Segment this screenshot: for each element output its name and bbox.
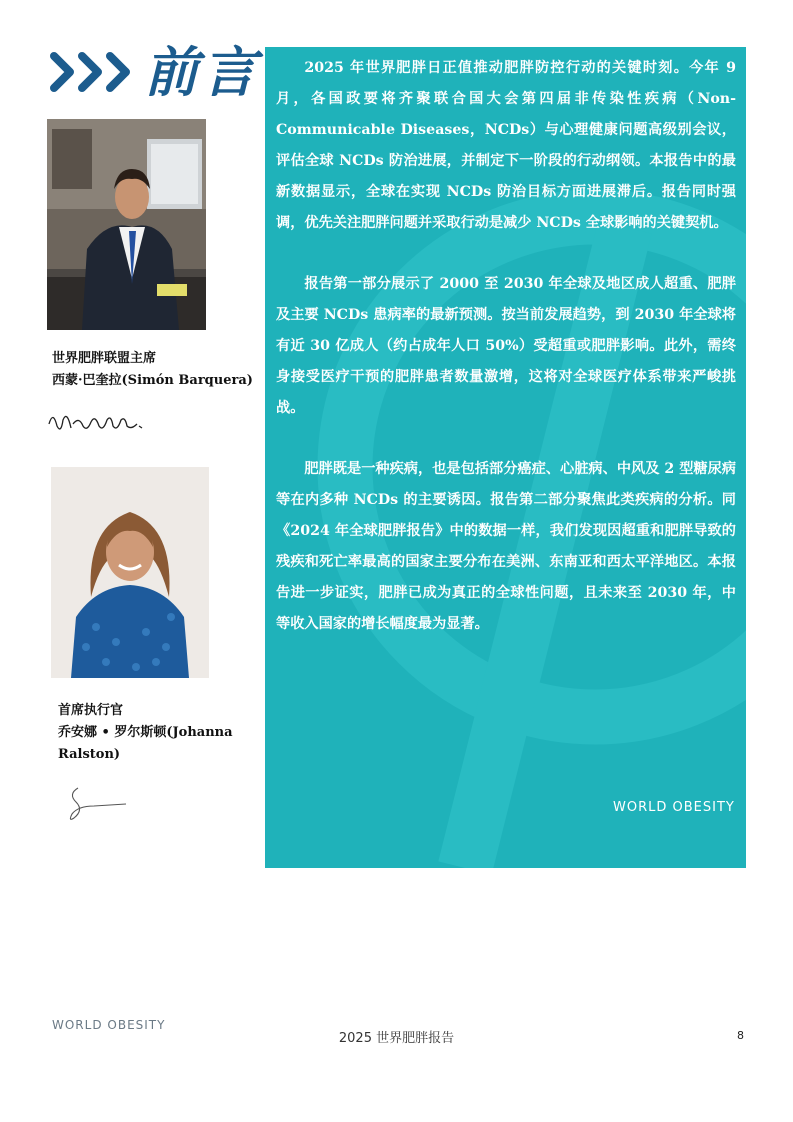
person-caption-barquera — [52, 348, 262, 392]
signature-ralston — [64, 784, 134, 828]
foreword-paragraph: 报告第一部分展示了 2000 至 2030 年全球及地区成人超重、肥胖及主要 NCDs 患病率的最新预测。按当前发展趋势，到 2030 年全球将有近 30 亿成人（约占成年人口 50%）受超重或肥胖影响。此外，需终身接受医疗干预的肥胖患者数量激增，这将对全球医疗体系带来严峻挑战。 — [276, 276, 736, 416]
footer-report-title: 2025 世界肥胖报告 — [338, 1031, 455, 1046]
foreword-panel — [265, 47, 746, 868]
footer-world-obesity-logo: WORLD OBESITY — [52, 1018, 166, 1032]
chevron-right-icon — [50, 50, 138, 94]
signature-barquera — [47, 406, 147, 442]
page-title: 前言 — [144, 40, 260, 104]
person-role: 首席执行官 — [58, 703, 124, 718]
foreword-text — [276, 53, 736, 670]
page-number: 8 — [737, 1029, 744, 1042]
person-name: 乔安娜 • 罗尔斯顿(Johanna Ralston) — [58, 725, 233, 762]
person-caption-ralston — [58, 700, 258, 766]
foreword-paragraph: 2025 年世界肥胖日正值推动肥胖防控行动的关键时刻。今年 9 月，各国政要将齐聚联合国大会第四届非传染性疾病（Non-Communicable Diseases，NCDs）与心理健康问题高级别会议，评估全球 NCDs 防治进展，并制定下一阶段的行动纲领。本报告中的最新数据显示，全球在实现 NCDs 防治目标方面进展滞后。报告同时强调，优先关注肥胖问题并采取行动是减少 NCDs 全球影响的关键契机。 — [276, 60, 736, 231]
page-header — [50, 42, 260, 102]
foreword-paragraph: 肥胖既是一种疾病，也是包括部分癌症、心脏病、中风及 2 型糖尿病等在内多种 NCDs 的主要诱因。报告第二部分聚焦此类疾病的分析。同《2024 年全球肥胖报告》中的数据一样，我们发现因超重和肥胖导致的残疾和死亡率最高的国家主要分布在美洲、东南亚和西太平洋地区。本报告进一步证实，肥胖已成为真正的全球性问题，且未来至 2030 年，中等收入国家的增长幅度最为显著。 — [276, 461, 736, 632]
world-obesity-logo: WORLD OBESITY — [613, 800, 735, 815]
portrait-photo-barquera — [47, 119, 206, 330]
portrait-photo-ralston — [51, 467, 209, 678]
person-role: 世界肥胖联盟主席 — [52, 351, 157, 366]
person-name: 西蒙·巴奎拉(Simón Barquera) — [52, 373, 253, 388]
